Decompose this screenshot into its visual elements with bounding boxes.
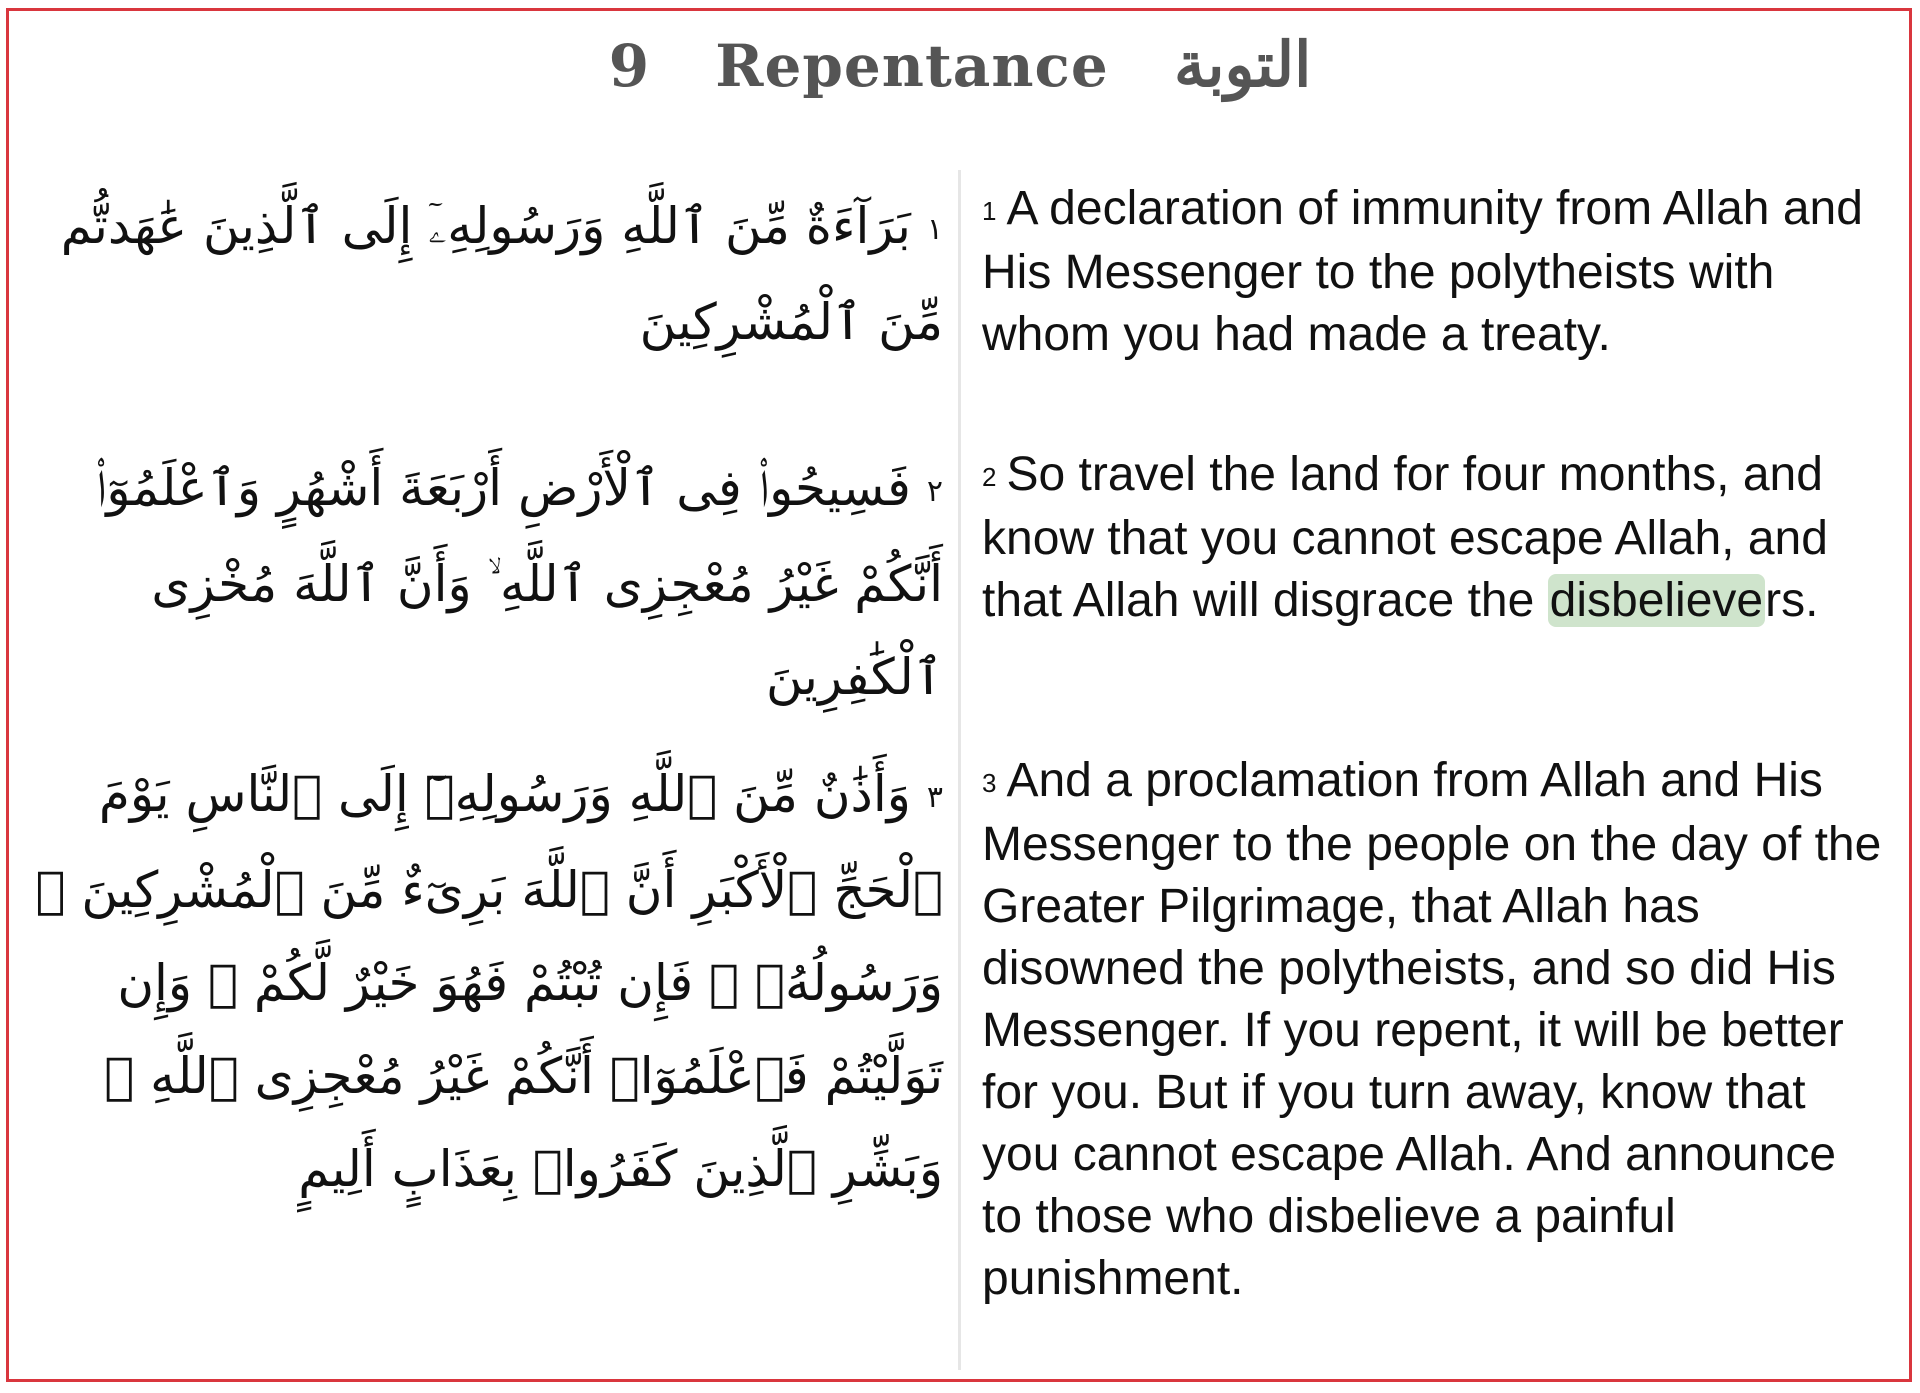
verse-text-arabic: فَسِيحُوا۟ فِى ٱلْأَرْضِ أَرْبَعَةَ أَشْهُرٍ وَٱعْلَمُوٓا۟ أَنَّكُمْ غَيْرُ مُعْجِزِى ٱللَّهِ ۙ وَأَنَّ ٱللَّهَ مُخْزِى ٱلْكَٰفِرِينَ: [94, 459, 943, 706]
verse-text-arabic: بَرَآءَةٌ مِّنَ ٱللَّهِ وَرَسُولِهِۦٓ إِلَى ٱلَّذِينَ عَٰهَدتُّم مِّنَ ٱلْمُشْرِكِينَ: [60, 197, 943, 351]
column-divider: [958, 170, 961, 1370]
verse-1-english: [982, 178, 1882, 366]
surah-title-english: Repentance: [715, 32, 1109, 100]
highlighted-text[interactable]: disbelieve: [1549, 574, 1764, 628]
verse-number-arabic: ٣: [926, 780, 943, 815]
page-title: [0, 28, 1920, 101]
verse-number-arabic: ٢: [926, 474, 943, 509]
verse-3-english: [982, 750, 1882, 1310]
verse-1-arabic: [28, 180, 943, 369]
verse-number-english: 1: [982, 196, 997, 227]
verse-2-english: [982, 444, 1882, 632]
verse-text-arabic: وَأَذَٰنٌ مِّنَ ٱللَّهِ وَرَسُولِهِۦٓ إِلَى ٱلنَّاسِ يَوْمَ ٱلْحَجِّ ٱلْأَكْبَرِ أَنَّ ٱللَّهَ بَرِىٓءٌ مِّنَ ٱلْمُشْرِكِينَ ۙ وَرَسُولُهُۥ ۚ فَإِن تُبْتُمْ فَهُوَ خَيْرٌ لَّكُمْ ۖ وَإِن تَوَلَّيْتُمْ فَٱعْلَمُوٓا۟ أَنَّكُمْ غَيْرُ مُعْجِزِى ٱللَّهِ ۗ وَبَشِّرِ ٱلَّذِينَ كَفَرُوا۟ بِعَذَابٍ أَلِيمٍ: [35, 765, 943, 1198]
verse-text-english: A declaration of immunity from Allah and His Messenger to the polytheists with whom you had made a treaty.: [982, 182, 1863, 362]
verse-text-english: And a proclamation from Allah and His Messenger to the people on the day of the Greater Pilgrimage, that Allah has disowned the polytheists, and so did His Messenger. If you repent, it will be better for you. But if you turn away, know that you cannot escape Allah. And announce to those who disbelieve a painful punishment.: [982, 754, 1882, 1306]
verse-3-arabic: [28, 748, 943, 1216]
surah-title-arabic: التوبة: [1173, 28, 1312, 101]
verse-2-arabic: [28, 442, 943, 724]
surah-number: 9: [608, 32, 651, 100]
verse-text-english: So travel the land for four months, and know that you cannot escape Allah, and that Allah will disgrace the: [982, 448, 1828, 628]
verse-number-english: 2: [982, 462, 997, 493]
verse-number-english: 3: [982, 768, 997, 799]
verse-text-english-end: rs.: [1765, 574, 1819, 628]
verse-number-arabic: ١: [926, 212, 943, 247]
